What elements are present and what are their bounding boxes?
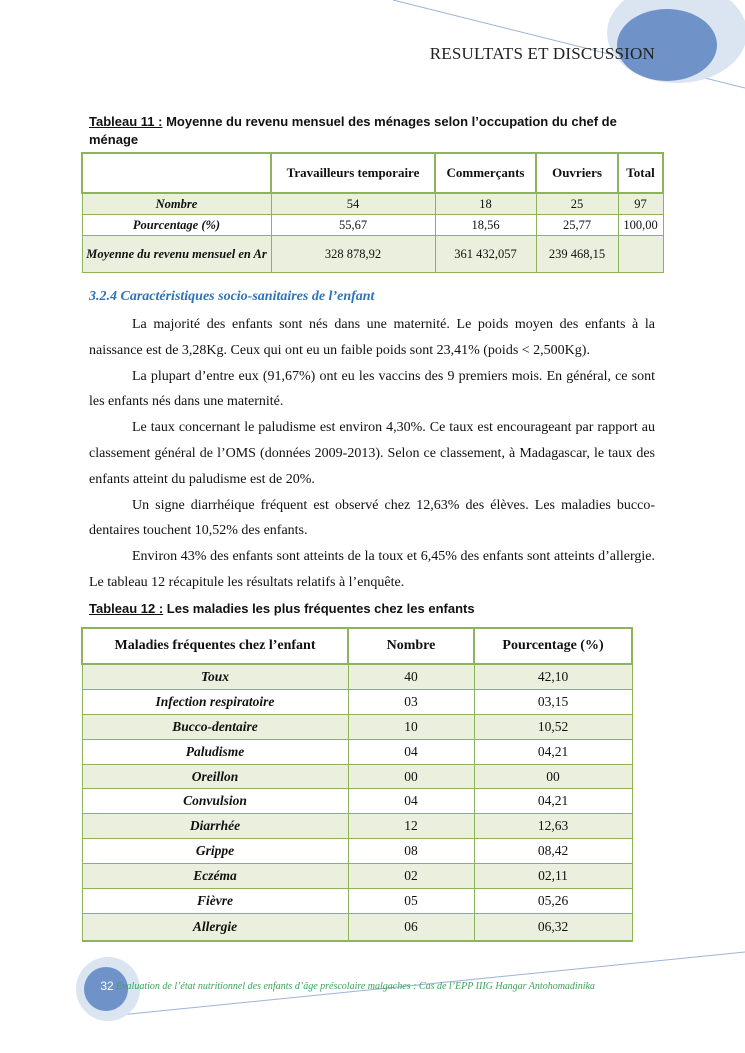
table-row (82, 864, 632, 889)
row-label: Toux (82, 664, 348, 689)
paragraph: Un signe diarrhéique fréquent est observé chez 12,63% des élèves. Les maladies bucco-dentaires touchent 10,52% des enfants. (89, 497, 655, 539)
table-cell: 97 (618, 193, 663, 215)
table-cell: 06,32 (474, 913, 632, 941)
paragraph: La plupart d’entre eux (91,67%) ont eu les vaccins des 9 premiers mois. En général, ce sont les enfants nés dans une maternité. (89, 368, 655, 410)
table12-caption-text: Les maladies les plus fréquentes chez les enfants (163, 601, 475, 616)
table-cell: 00 (474, 764, 632, 789)
body-text (89, 312, 655, 596)
table-row (82, 193, 663, 215)
table-row (82, 215, 663, 236)
table-row (82, 739, 632, 764)
page-header-title: RESULTATS ET DISCUSSION (429, 44, 655, 63)
table-cell: 18,56 (435, 215, 536, 236)
table-cell: 06 (348, 913, 474, 941)
table-cell: 40 (348, 664, 474, 689)
table11-caption-label: Tableau 11 : (89, 114, 163, 129)
page-number: 32 (100, 979, 114, 993)
table-cell: 25 (536, 193, 618, 215)
table-cell: 04,21 (474, 789, 632, 814)
table-row (82, 789, 632, 814)
table11-header-cell: Ouvriers (536, 153, 618, 193)
table12-caption (89, 600, 475, 618)
table-cell: 42,10 (474, 664, 632, 689)
table-cell: 00 (348, 764, 474, 789)
paragraph: Le taux concernant le paludisme est environ 4,30%. Ce taux est encourageant par rapport au classement général de l’OMS (données 2009-2013). Selon ce classement, à Madagascar, le taux des enfants atteint du paludisme est de 20%. (89, 420, 655, 487)
table-row (82, 839, 632, 864)
table-cell: 10,52 (474, 714, 632, 739)
table11-header-cell: Total (618, 153, 663, 193)
row-label: Paludisme (82, 739, 348, 764)
table-cell: 03 (348, 689, 474, 714)
table11-caption (89, 113, 659, 149)
table-cell: 03,15 (474, 689, 632, 714)
table12-header-cell: Maladies fréquentes chez l’enfant (82, 628, 348, 664)
row-label: Fièvre (82, 889, 348, 914)
table-cell (618, 236, 663, 273)
table-row (82, 664, 632, 689)
table-cell: 361 432,057 (435, 236, 536, 273)
row-label: Bucco-dentaire (82, 714, 348, 739)
table-cell: 328 878,92 (271, 236, 435, 273)
table-cell: 54 (271, 193, 435, 215)
table-cell: 25,77 (536, 215, 618, 236)
table-cell: 55,67 (271, 215, 435, 236)
table-row (82, 689, 632, 714)
table-cell: 239 468,15 (536, 236, 618, 273)
row-label: Allergie (82, 913, 348, 941)
row-label: Moyenne du revenu mensuel en Ar (82, 236, 271, 273)
table12-header-cell: Pourcentage (%) (474, 628, 632, 664)
row-label: Grippe (82, 839, 348, 864)
table11-caption-text: Moyenne du revenu mensuel des ménages selon l’occupation du chef de ménage (89, 114, 617, 147)
table12-header-cell: Nombre (348, 628, 474, 664)
table-cell: 04,21 (474, 739, 632, 764)
table-row (82, 913, 632, 941)
table-cell: 100,00 (618, 215, 663, 236)
table-row (82, 764, 632, 789)
row-label: Nombre (82, 193, 271, 215)
table-cell: 02,11 (474, 864, 632, 889)
table12 (81, 627, 633, 942)
footer-text: Evaluation de l’état nutritionnel des enfants d’âge préscolaire malgaches : Cas de l’EPP IIIG Hangar Antohomadinika (116, 981, 595, 992)
row-label: Diarrhée (82, 814, 348, 839)
paragraph: Environ 43% des enfants sont atteints de la toux et 6,45% des enfants sont atteints d’allergie. Le tableau 12 récapitule les résultats relatifs à l’enquête. (89, 549, 655, 590)
row-label: Infection respiratoire (82, 689, 348, 714)
table-row (82, 889, 632, 914)
table-cell: 04 (348, 739, 474, 764)
table11-header-cell: Commerçants (435, 153, 536, 193)
table-row (82, 814, 632, 839)
table-cell: 05,26 (474, 889, 632, 914)
table-cell: 12 (348, 814, 474, 839)
table-cell: 18 (435, 193, 536, 215)
table11 (81, 152, 664, 273)
table11-header-cell (82, 153, 271, 193)
table-cell: 05 (348, 889, 474, 914)
section-heading: 3.2.4 Caractéristiques socio-sanitaires de l’enfant (89, 289, 375, 304)
table-cell: 08,42 (474, 839, 632, 864)
table-cell: 02 (348, 864, 474, 889)
table-cell: 08 (348, 839, 474, 864)
row-label: Convulsion (82, 789, 348, 814)
table-cell: 10 (348, 714, 474, 739)
row-label: Eczéma (82, 864, 348, 889)
row-label: Pourcentage (%) (82, 215, 271, 236)
row-label: Oreillon (82, 764, 348, 789)
paragraph: La majorité des enfants sont nés dans une maternité. Le poids moyen des enfants à la naissance est de 3,28Kg. Ceux qui ont eu un faible poids sont 23,41% (poids < 2,500Kg). (89, 317, 655, 358)
table-row (82, 236, 663, 273)
table11-header-row (82, 153, 663, 193)
table-row (82, 714, 632, 739)
table12-header-row (82, 628, 632, 664)
table-cell: 12,63 (474, 814, 632, 839)
table11-header-cell: Travailleurs temporaire (271, 153, 435, 193)
table12-caption-label: Tableau 12 : (89, 601, 164, 616)
table-cell: 04 (348, 789, 474, 814)
